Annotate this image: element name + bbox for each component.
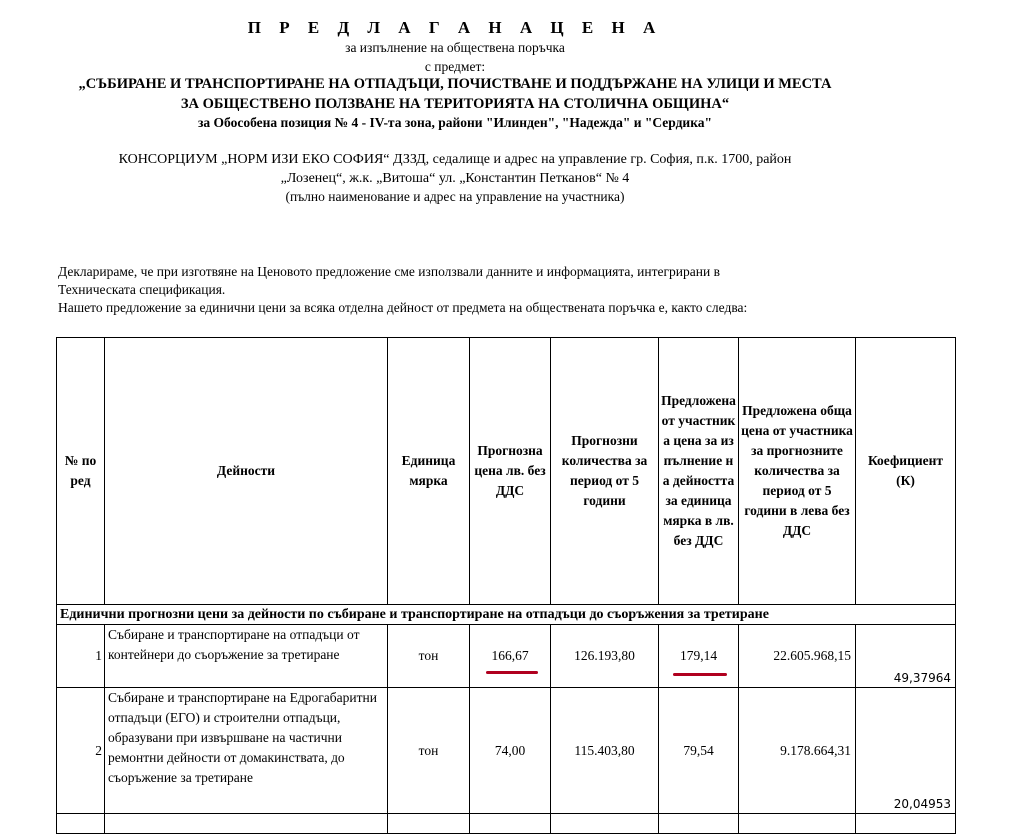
underline-mark-offered-price: [673, 673, 727, 676]
document-title: П Р Е Д Л А Г А Н А Ц Е Н А: [247, 18, 663, 37]
section-row: [57, 605, 956, 625]
header-no: № по ред: [57, 338, 105, 605]
row-total: 22.605.968,15: [739, 625, 856, 688]
price-table: [56, 337, 956, 834]
row-forecast-qty: 115.403,80: [551, 688, 659, 814]
row-total: 9.178.664,31: [739, 688, 856, 814]
header-total: Предложена обща цена от участника за прогнозните количества за период от 5 години в лева без ДДС: [739, 338, 856, 605]
lot-position: за Обособена позиция № 4 - IV-та зона, райони "Илинден", "Надежда" и "Сердика": [197, 115, 713, 130]
header-activity: Дейности: [105, 338, 388, 605]
header-unit: Единица мярка: [388, 338, 470, 605]
table-row-partial: [57, 814, 956, 834]
participant-line-1: КОНСОРЦИУМ „НОРМ ИЗИ ЕКО СОФИЯ“ ДЗЗД, седалище и адрес на управление гр. София, п.к. 1700, район: [118, 152, 792, 167]
row-coefficient: 20,04953: [856, 688, 956, 814]
subject-line-1: „СЪБИРАНЕ И ТРАНСПОРТИРАНЕ НА ОТПАДЪЦИ, ПОЧИСТВАНЕ И ПОДДЪРЖАНЕ НА УЛИЦИ И МЕСТА: [78, 76, 832, 92]
header-offered-price: Предложена от участника цена за изпълнение на дейността за единица мярка в лв. без ДДС: [659, 338, 739, 605]
row-forecast-price: 166,67: [470, 625, 551, 688]
declaration-line-2: Техническата спецификация.: [58, 282, 226, 297]
row-activity: Събиране и транспортиране на Едрогабаритни отпадъци (ЕГО) и строителни отпадъци, образувани при извършване на частични ремонтни дейности от домакинствата, до съоръжение за третиране: [105, 688, 388, 814]
section-title: Единични прогнозни цени за дейности по събиране и транспортиране на отпадъци до съоръжения за третиране: [57, 605, 956, 625]
header-coefficient: Коефициент (К): [856, 338, 956, 605]
row-coefficient: 49,37964: [856, 625, 956, 688]
table-row: [57, 688, 956, 814]
row-offered-price: 179,14: [659, 625, 739, 688]
row-forecast-qty: 126.193,80: [551, 625, 659, 688]
header-forecast-qty: Прогнозни количества за период от 5 години: [551, 338, 659, 605]
declaration-line-3: Нашето предложение за единични цени за всяка отделна дейност от предмета на обществената поръчка е, както следва:: [58, 300, 748, 315]
row-activity: Събиране и транспортиране на отпадъци от контейнери до съоръжение за третиране: [105, 625, 388, 688]
subtitle-subject: с предмет:: [424, 59, 486, 74]
row-number: 2: [57, 688, 105, 814]
table-header-row: [57, 338, 956, 605]
header-forecast-price: Прогнозна цена лв. без ДДС: [470, 338, 551, 605]
row-unit: тон: [388, 625, 470, 688]
participant-line-2: „Лозенец“, ж.к. „Витоша“ ул. „Константин Петканов“ № 4: [280, 171, 630, 186]
subject-line-2: ЗА ОБЩЕСТВЕНО ПОЛЗВАНЕ НА ТЕРИТОРИЯТА НА СТОЛИЧНА ОБЩИНА“: [180, 96, 730, 112]
table-row: [57, 625, 956, 688]
row-offered-price: 79,54: [659, 688, 739, 814]
declaration-line-1: Декларираме, че при изготвяне на Ценовото предложение сме използвали данните и информацията, интегрирани в: [58, 264, 720, 279]
row-unit: тон: [388, 688, 470, 814]
row-forecast-price: 74,00: [470, 688, 551, 814]
participant-caption: (пълно наименование и адрес на управление на участника): [285, 189, 625, 204]
subtitle-procurement: за изпълнение на обществена поръчка: [345, 40, 565, 55]
underline-mark-forecast-price: [486, 671, 538, 674]
row-number: 1: [57, 625, 105, 688]
